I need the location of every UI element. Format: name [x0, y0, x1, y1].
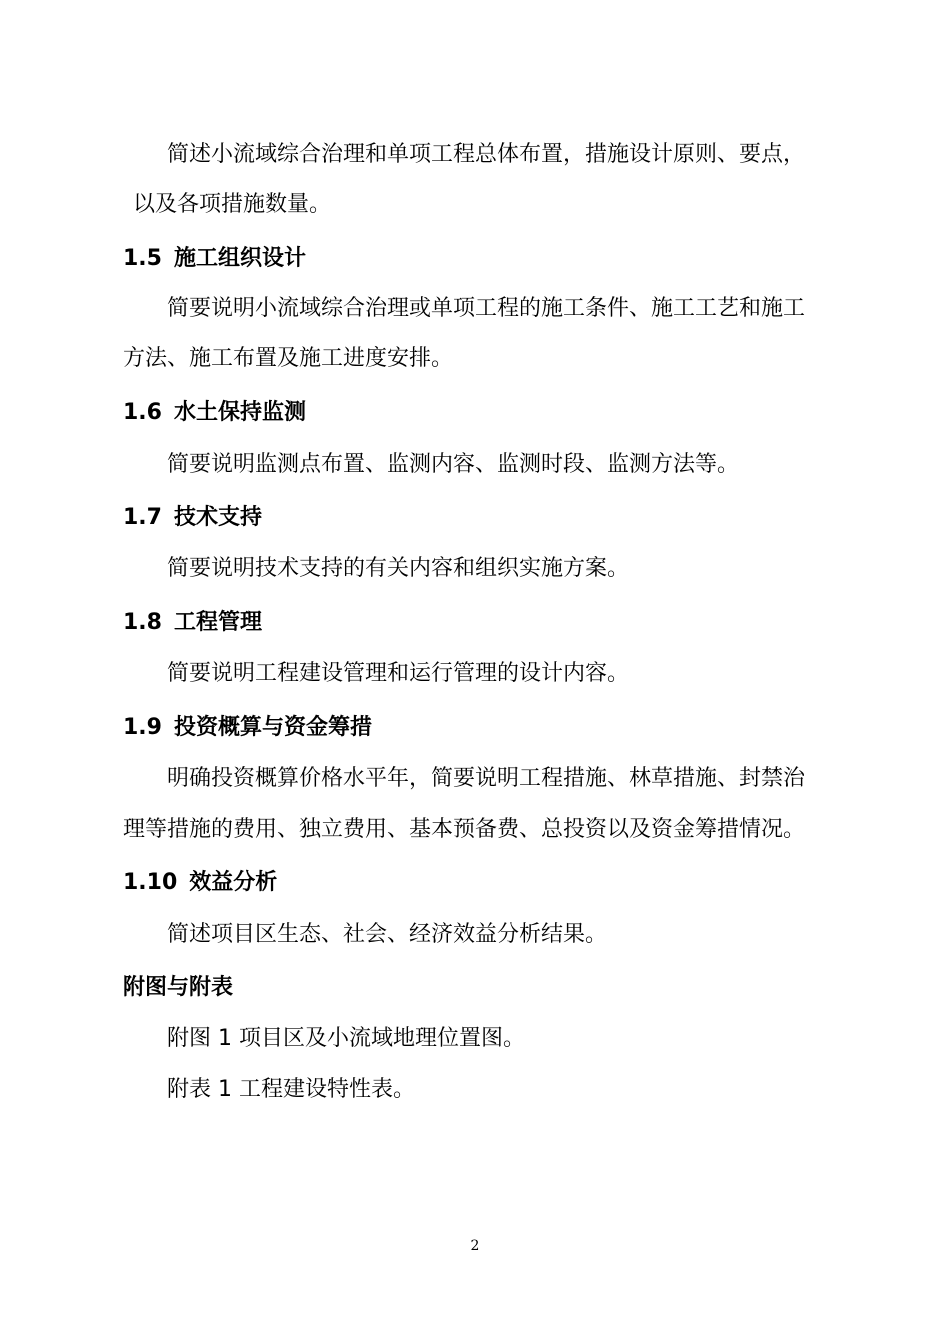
section-heading-1-7	[123, 503, 262, 533]
section-1-5-line-1: 简要说明小流域综合治理或单项工程的施工条件、施工工艺和施工	[167, 296, 806, 321]
section-1-10-line-1: 简述项目区生态、社会、经济效益分析结果。	[167, 922, 608, 947]
section-title: 效益分析	[189, 870, 278, 895]
appendix-heading: 附图与附表	[123, 975, 234, 1000]
section-title: 工程管理	[173, 610, 262, 635]
section-heading-1-5	[123, 244, 306, 274]
page-number: 2	[470, 1238, 480, 1254]
intro-line-2: 以及各项措施数量。	[133, 192, 332, 217]
section-1-7-line-1: 简要说明技术支持的有关内容和组织实施方案。	[167, 556, 630, 581]
section-heading-1-8	[123, 608, 262, 638]
section-heading-1-10	[123, 868, 277, 898]
section-1-8-line-1: 简要说明工程建设管理和运行管理的设计内容。	[167, 661, 630, 686]
appendix-item-table: 附表 1 工程建设特性表。	[167, 1077, 415, 1102]
section-1-5-line-2: 方法、施工布置及施工进度安排。	[123, 346, 454, 371]
intro-line-1: 简述小流域综合治理和单项工程总体布置，措施设计原则、要点，	[167, 142, 806, 167]
section-title: 投资概算与资金筹措	[173, 715, 372, 740]
section-heading-1-6	[123, 398, 306, 428]
section-title: 技术支持	[173, 505, 262, 530]
section-number: 1.6	[123, 400, 162, 425]
section-title: 施工组织设计	[173, 246, 306, 271]
section-number: 1.8	[123, 610, 162, 635]
section-1-9-line-1: 明确投资概算价格水平年，简要说明工程措施、林草措施、封禁治	[167, 766, 806, 791]
section-1-9-line-2: 理等措施的费用、独立费用、基本预备费、总投资以及资金筹措情况。	[123, 817, 806, 842]
section-number: 1.5	[123, 246, 162, 271]
section-number: 1.7	[123, 505, 162, 530]
section-1-6-line-1: 简要说明监测点布置、监测内容、监测时段、监测方法等。	[167, 452, 740, 477]
section-number: 1.9	[123, 715, 162, 740]
section-heading-1-9	[123, 713, 372, 743]
section-title: 水土保持监测	[173, 400, 306, 425]
section-number: 1.10	[123, 870, 178, 895]
appendix-item-figure: 附图 1 项目区及小流域地理位置图。	[167, 1026, 525, 1051]
